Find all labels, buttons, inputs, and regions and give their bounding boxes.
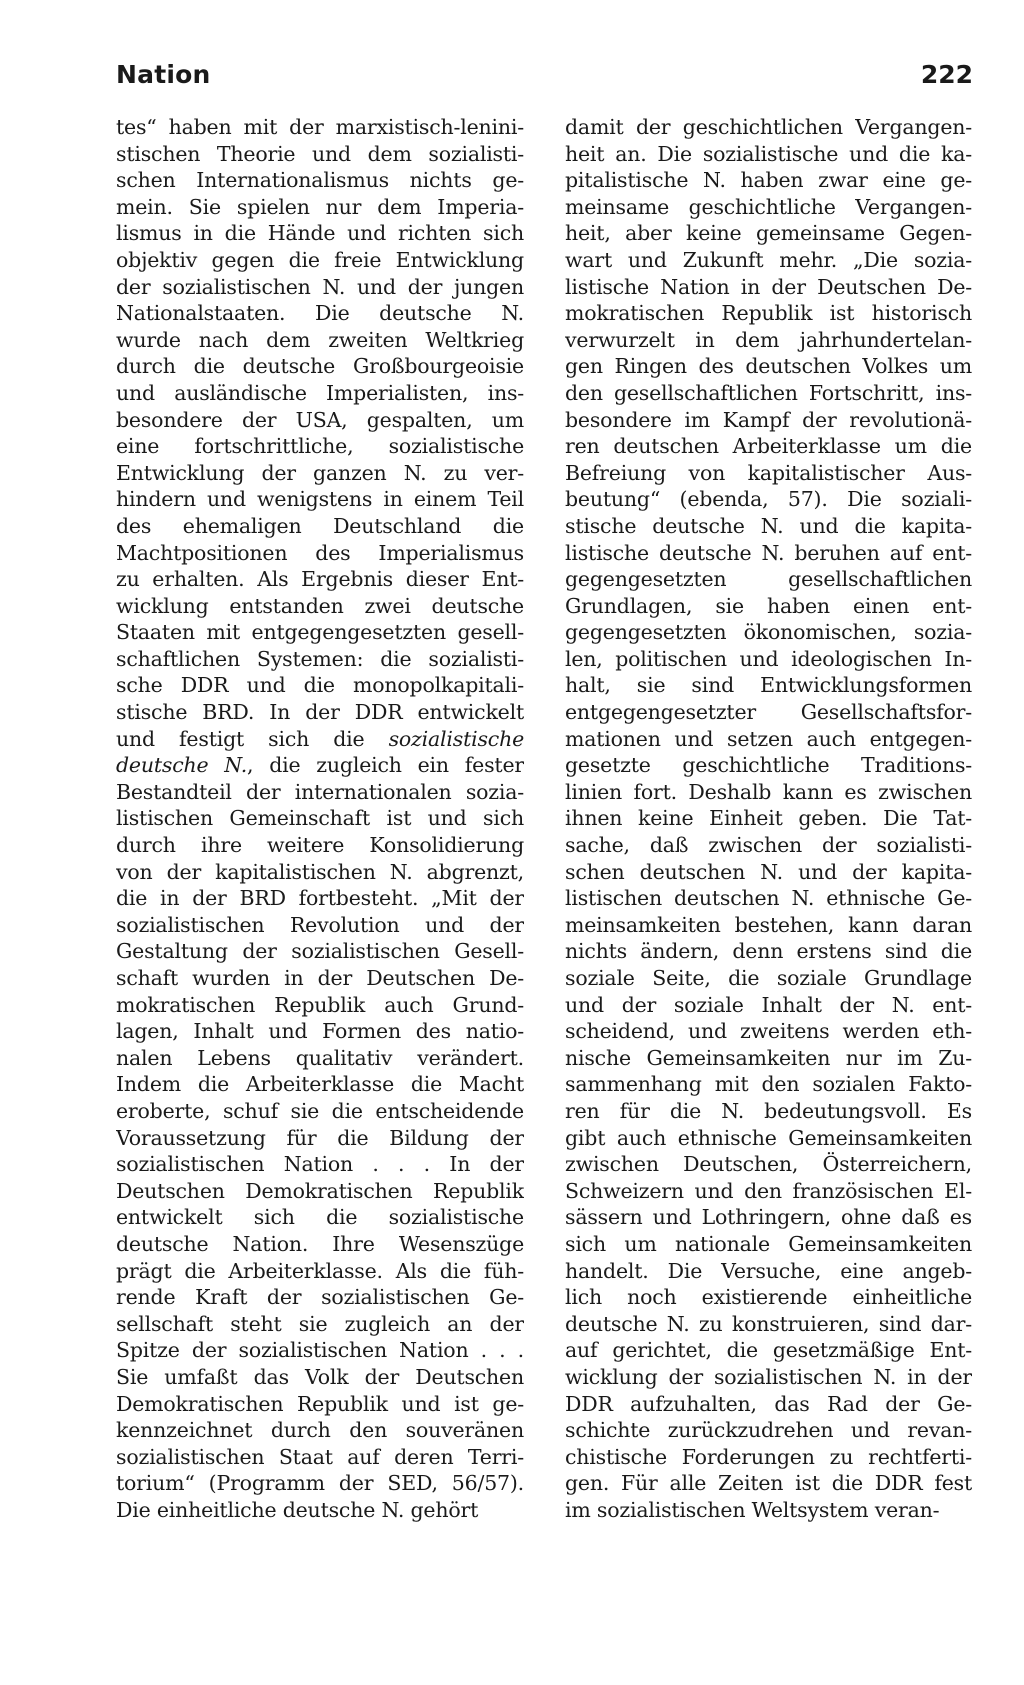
line-text: damit der geschichtlichen Vergangen- [565,115,972,139]
text-line [565,114,972,141]
line-text: heit, aber keine gemeinsame Gegen- [565,221,972,246]
line-text: beutung“ (ebenda, 57). Die soziali- [565,487,972,512]
text-line [565,646,972,673]
text-line [116,1391,524,1418]
line-text: Sie umfaßt das Volk der Deutschen [116,1364,524,1389]
text-line [116,1071,524,1098]
line-text: DDR aufzuhalten, das Rad der Ge- [565,1391,972,1416]
line-text: besondere der USA, gespalten, um [116,407,524,432]
line-text: sozialistischen Staat auf deren Terri- [116,1444,524,1469]
text-line [565,1337,972,1364]
line-text: auf gerichtet, die gesetzmäßige Ent- [565,1338,972,1363]
text-line [116,1231,524,1258]
line-text: prägt die Arbeiterklasse. Als die füh- [116,1258,524,1283]
text-line [116,486,524,513]
text-line [116,619,524,646]
line-text: Gestaltung der sozialistischen Gesell- [116,939,524,964]
line-text: Schweizern und den französischen El- [565,1178,972,1203]
text-line [116,726,524,753]
text-line [116,1125,524,1152]
text-line [116,938,524,965]
line-text: eroberte, schuf sie die entscheidende [116,1098,524,1123]
line-text: schen Internationalismus nichts ge- [116,168,524,193]
line-text: sche DDR und die monopolkapitali- [116,673,524,698]
text-line [116,779,524,806]
text-line [116,1098,524,1125]
line-text: durch ihre weitere Konsolidierung [116,833,524,858]
line-text: zu erhalten. Als Ergebnis dieser Ent- [116,567,524,592]
text-line [565,540,972,567]
text-line [565,752,972,779]
line-text: handelt. Die Versuche, eine angeb- [565,1258,972,1283]
text-line [116,699,524,726]
text-line [565,1151,972,1178]
line-text: schichte zurückzudrehen und revan- [565,1418,972,1443]
italic-term: sozialistische [388,726,524,751]
line-text: stische BRD. In der DDR entwickelt [116,700,524,725]
line-text: chistische Forderungen zu rechtferti- [565,1444,972,1469]
text-line [116,1311,524,1338]
text-line [565,513,972,540]
text-line [565,593,972,620]
text-line [116,646,524,673]
text-line [565,1391,972,1418]
text-line [565,1018,972,1045]
line-text: entwickelt sich die sozialistische [116,1205,524,1230]
text-line [565,141,972,168]
text-line [565,1204,972,1231]
text-line [116,114,524,141]
text-line [116,220,524,247]
line-text: deutsche N. zu konstruieren, sind dar- [565,1311,972,1336]
line-text: len, politischen und ideologischen In- [565,646,972,671]
line-text: Bestandteil der internationalen sozia- [116,779,524,804]
line-text: im sozialistischen Weltsystem veran- [565,1497,940,1522]
text-line [116,1337,524,1364]
line-text: Entwicklung der ganzen N. zu ver- [116,460,524,485]
text-line [565,167,972,194]
text-line [565,912,972,939]
line-text: wicklung der sozialistischen N. in der [565,1364,972,1389]
text-line [116,593,524,620]
text-line [565,407,972,434]
line-text: wart und Zukunft mehr. „Die sozia- [565,247,972,272]
line-text: nalen Lebens qualitativ verändert. [116,1045,524,1070]
text-line [116,353,524,380]
text-line [565,1231,972,1258]
line-text: sich um nationale Gemeinsamkeiten [565,1231,972,1256]
line-text: listischen deutschen N. ethnische Ge- [565,886,972,911]
line-text: deutsche Nation. Ihre Wesenszüge [116,1231,524,1256]
line-text: entgegengesetzter Gesellschaftsfor- [565,700,972,725]
text-line [116,247,524,274]
text-line [565,247,972,274]
line-text: und festigt sich die [116,726,389,751]
line-text: Grundlagen, sie haben einen ent- [565,593,972,618]
text-line [565,965,972,992]
text-line [116,380,524,407]
left-text-column [116,114,524,1523]
line-text: schaftlichen Systemen: die sozialisti- [116,646,524,671]
line-text: gesetzte geschichtliche Traditions- [565,753,972,778]
text-line [565,1284,972,1311]
text-line [565,938,972,965]
text-line [116,513,524,540]
line-text: ren für die N. bedeutungsvoll. Es [565,1098,972,1123]
text-line [565,1178,972,1205]
text-line [116,992,524,1019]
line-text: lagen, Inhalt und Formen des natio- [116,1019,524,1044]
text-line [565,885,972,912]
text-line [565,859,972,886]
line-text: mokratischen Republik auch Grund- [116,992,524,1017]
text-line [116,1151,524,1178]
line-text: soziale Seite, die soziale Grundlage [565,966,972,990]
line-text: und der soziale Inhalt der N. ent- [565,992,972,1017]
text-line [116,1364,524,1391]
line-text: meinsamkeiten bestehen, kann daran [565,912,972,937]
text-line [565,699,972,726]
text-line [116,859,524,886]
text-line [116,300,524,327]
line-text: Machtpositionen des Imperialismus [116,540,524,565]
line-text: Die einheitliche deutsche N. gehört [116,1497,479,1522]
line-text: gegengesetzten ökonomischen, sozia- [565,620,972,645]
line-text: lich noch existierende einheitliche [565,1285,972,1310]
text-line [565,566,972,593]
text-line [116,1444,524,1471]
text-line [565,1098,972,1125]
text-line [116,1018,524,1045]
line-text: stischen Theorie und dem sozialisti- [116,141,524,166]
line-text: gegengesetzten gesellschaftlichen [565,567,972,592]
line-text: mokratischen Republik ist historisch [565,301,972,326]
page-header [116,60,973,100]
text-line [116,1258,524,1285]
text-line [565,486,972,513]
text-line [116,832,524,859]
line-text: kennzeichnet durch den souveränen [116,1418,524,1443]
right-text-column [565,114,972,1523]
text-line [116,1470,524,1497]
line-text: Spitze der sozialistischen Nation . . . [116,1338,524,1363]
text-line [565,460,972,487]
text-line [565,1497,972,1524]
line-text: halt, sie sind Entwicklungsformen [565,673,972,698]
text-line [565,433,972,460]
line-text: eine fortschrittliche, sozialistische [116,434,524,459]
line-text: Befreiung von kapitalistischer Aus- [565,460,972,485]
text-line [565,1045,972,1072]
text-line [116,194,524,221]
text-line [116,1417,524,1444]
line-text: den gesellschaftlichen Fortschritt, ins- [565,380,972,405]
line-text: rende Kraft der sozialistischen Ge- [116,1285,524,1310]
line-text: der sozialistischen N. und der jungen [116,274,524,299]
text-line [116,1284,524,1311]
line-text: schen deutschen N. und der kapita- [565,859,972,884]
text-line [565,1364,972,1391]
text-line [565,1125,972,1152]
line-text: durch die deutsche Großbourgeoisie [116,354,524,379]
text-line [565,300,972,327]
line-text: ihnen keine Einheit geben. Die Tat- [565,806,972,831]
line-text: linien fort. Deshalb kann es zwischen [565,779,972,804]
line-text: listische deutsche N. beruhen auf ent- [565,540,972,565]
text-line [565,619,972,646]
text-line [116,167,524,194]
line-text: besondere im Kampf der revolutionä- [565,407,972,432]
text-line [116,540,524,567]
line-text: meinsame geschichtliche Vergangen- [565,194,972,219]
text-line [116,1204,524,1231]
line-text: von der kapitalistischen N. abgrenzt, [116,859,524,884]
text-line [565,1470,972,1497]
line-text: hindern und wenigstens in einem Teil [116,487,524,512]
text-line [116,912,524,939]
text-line [116,1045,524,1072]
line-text: , die zugleich ein fester [247,753,524,778]
line-text: Demokratischen Republik und ist ge- [116,1391,524,1416]
line-text: ren deutschen Arbeiterklasse um die [565,434,972,459]
page-number: 222 [920,60,973,89]
text-line [116,752,524,779]
text-line [565,1444,972,1471]
line-text: tes“ haben mit der marxistisch-lenini- [116,115,524,139]
line-text: stische deutsche N. und die kapita- [565,513,972,538]
line-text: objektiv gegen die freie Entwicklung [116,247,524,272]
text-line [116,965,524,992]
text-line [116,274,524,301]
line-text: Voraussetzung für die Bildung der [116,1125,524,1150]
text-line [116,566,524,593]
line-text: sellschaft steht sie zugleich an der [116,1311,524,1336]
line-text: die in der BRD fortbesteht. „Mit der [116,886,524,911]
line-text: wicklung entstanden zwei deutsche [116,593,524,618]
text-line [116,805,524,832]
line-text: Deutschen Demokratischen Republik [116,1178,524,1203]
line-text: listischen Gemeinschaft ist und sich [116,806,524,831]
text-line [565,779,972,806]
line-text: lismus in die Hände und richten sich [116,221,524,246]
line-text: nische Gemeinsamkeiten nur im Zu- [565,1045,972,1070]
text-line [565,992,972,1019]
line-text: schaft wurden in der Deutschen De- [116,966,524,990]
line-text: sozialistischen Revolution und der [116,912,524,937]
text-line [565,1417,972,1444]
text-line [116,141,524,168]
line-text: gen. Für alle Zeiten ist die DDR fest [565,1471,972,1496]
text-line [565,1071,972,1098]
text-line [116,460,524,487]
line-text: nichts ändern, denn erstens sind die [565,939,972,964]
text-line [565,380,972,407]
line-text: listische Nation in der Deutschen De- [565,274,972,299]
line-text: Staaten mit entgegengesetzten gesell- [116,620,524,645]
line-text: heit an. Die sozialistische und die ka- [565,141,972,166]
text-line [565,1258,972,1285]
text-line [565,194,972,221]
line-text: mationen und setzen auch entgegen- [565,726,972,751]
text-line [116,433,524,460]
line-text: verwurzelt in dem jahrhundertelan- [565,327,972,352]
line-text: torium“ (Programm der SED, 56/57). [116,1471,524,1496]
text-line [565,353,972,380]
line-text: und ausländische Imperialisten, ins- [116,380,524,405]
line-text: pitalistische N. haben zwar eine ge- [565,168,972,193]
line-text: gen Ringen des deutschen Volkes um [565,354,972,379]
running-head-title: Nation [116,60,211,89]
line-text: wurde nach dem zweiten Weltkrieg [116,327,524,352]
text-line [565,672,972,699]
text-line [565,327,972,354]
text-line [116,1178,524,1205]
line-text: zwischen Deutschen, Österreichern, [565,1152,972,1177]
line-text: sozialistischen Nation . . . In der [116,1152,524,1177]
line-text: des ehemaligen Deutschland die [116,513,524,538]
line-text: gibt auch ethnische Gemeinsamkeiten [565,1125,972,1150]
line-text: scheidend, und zweitens werden eth- [565,1019,972,1044]
line-text: mein. Sie spielen nur dem Imperia- [116,194,524,219]
text-line [116,407,524,434]
text-line [565,726,972,753]
text-line [116,327,524,354]
text-line [565,274,972,301]
line-text: sammenhang mit den sozialen Fakto- [565,1072,972,1097]
line-text: sache, daß zwischen der sozialisti- [565,833,972,858]
text-line [565,832,972,859]
line-text: sässern und Lothringern, ohne daß es [565,1205,972,1230]
line-text: Nationalstaaten. Die deutsche N. [116,301,524,326]
text-line [565,805,972,832]
text-line [565,1311,972,1338]
text-line [116,672,524,699]
italic-term: deutsche N. [116,753,248,778]
line-text: Indem die Arbeiterklasse die Macht [116,1072,524,1097]
text-line [116,885,524,912]
text-line [565,220,972,247]
text-line [116,1497,524,1524]
